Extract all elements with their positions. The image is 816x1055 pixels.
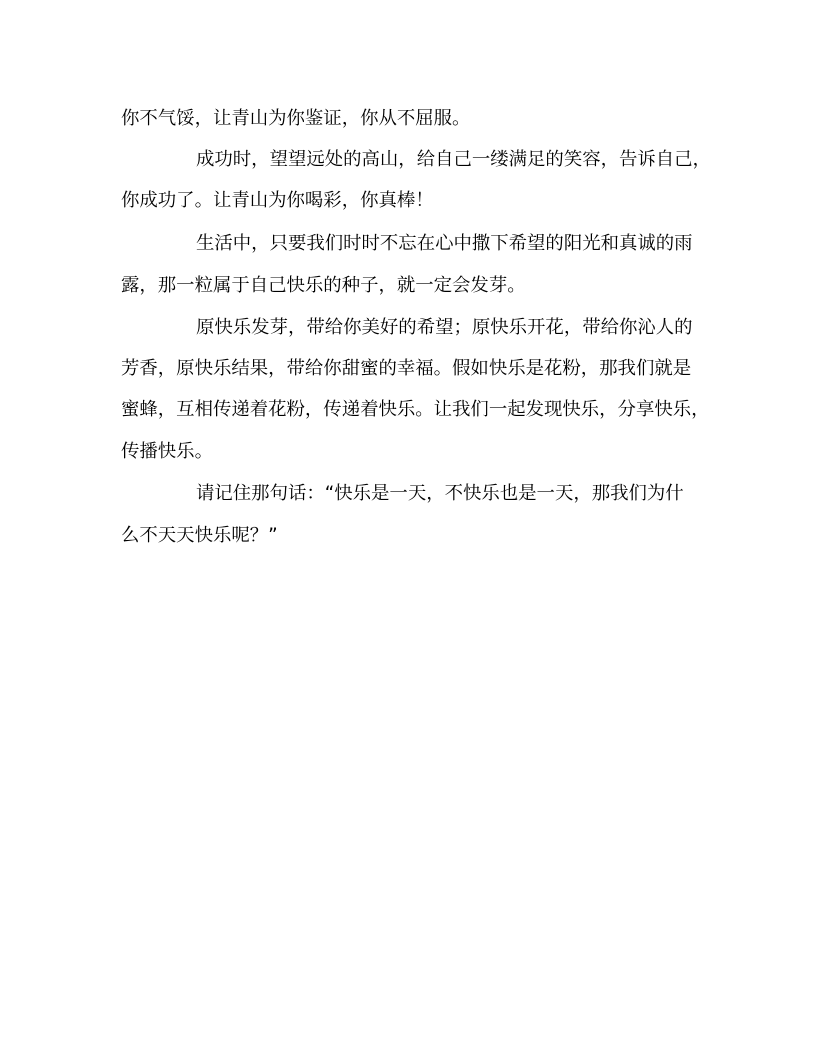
paragraph-line: 请记住那句话：“快乐是一天，不快乐也是一天，那我们为什 — [196, 483, 684, 504]
paragraph-line: 原快乐发芽，带给你美好的希望；原快乐开花，带给你沁人的 — [196, 317, 693, 338]
paragraph-line: 芳香，原快乐结果，带给你甜蜜的幸福。假如快乐是花粉，那我们就是 — [121, 358, 692, 379]
paragraph-line: 你成功了。让青山为你喝彩，你真棒！ — [121, 190, 434, 211]
paragraph-line: 么不天天快乐呢？” — [121, 525, 278, 546]
paragraph-line: 你不气馁，让青山为你鉴证，你从不屈服。 — [121, 108, 471, 129]
paragraph-line: 成功时，望望远处的高山，给自己一缕满足的笑容，告诉自己， — [196, 149, 711, 170]
paragraph-line: 露，那一粒属于自己快乐的种子，就一定会发芽。 — [121, 275, 526, 296]
paragraph-line: 传播快乐。 — [121, 441, 213, 462]
paragraph-line: 蜜蜂，互相传递着花粉，传递着快乐。让我们一起发现快乐，分享快乐， — [121, 399, 710, 420]
paragraph-line: 生活中，只要我们时时不忘在心中撒下希望的阳光和真诚的雨 — [196, 233, 693, 254]
